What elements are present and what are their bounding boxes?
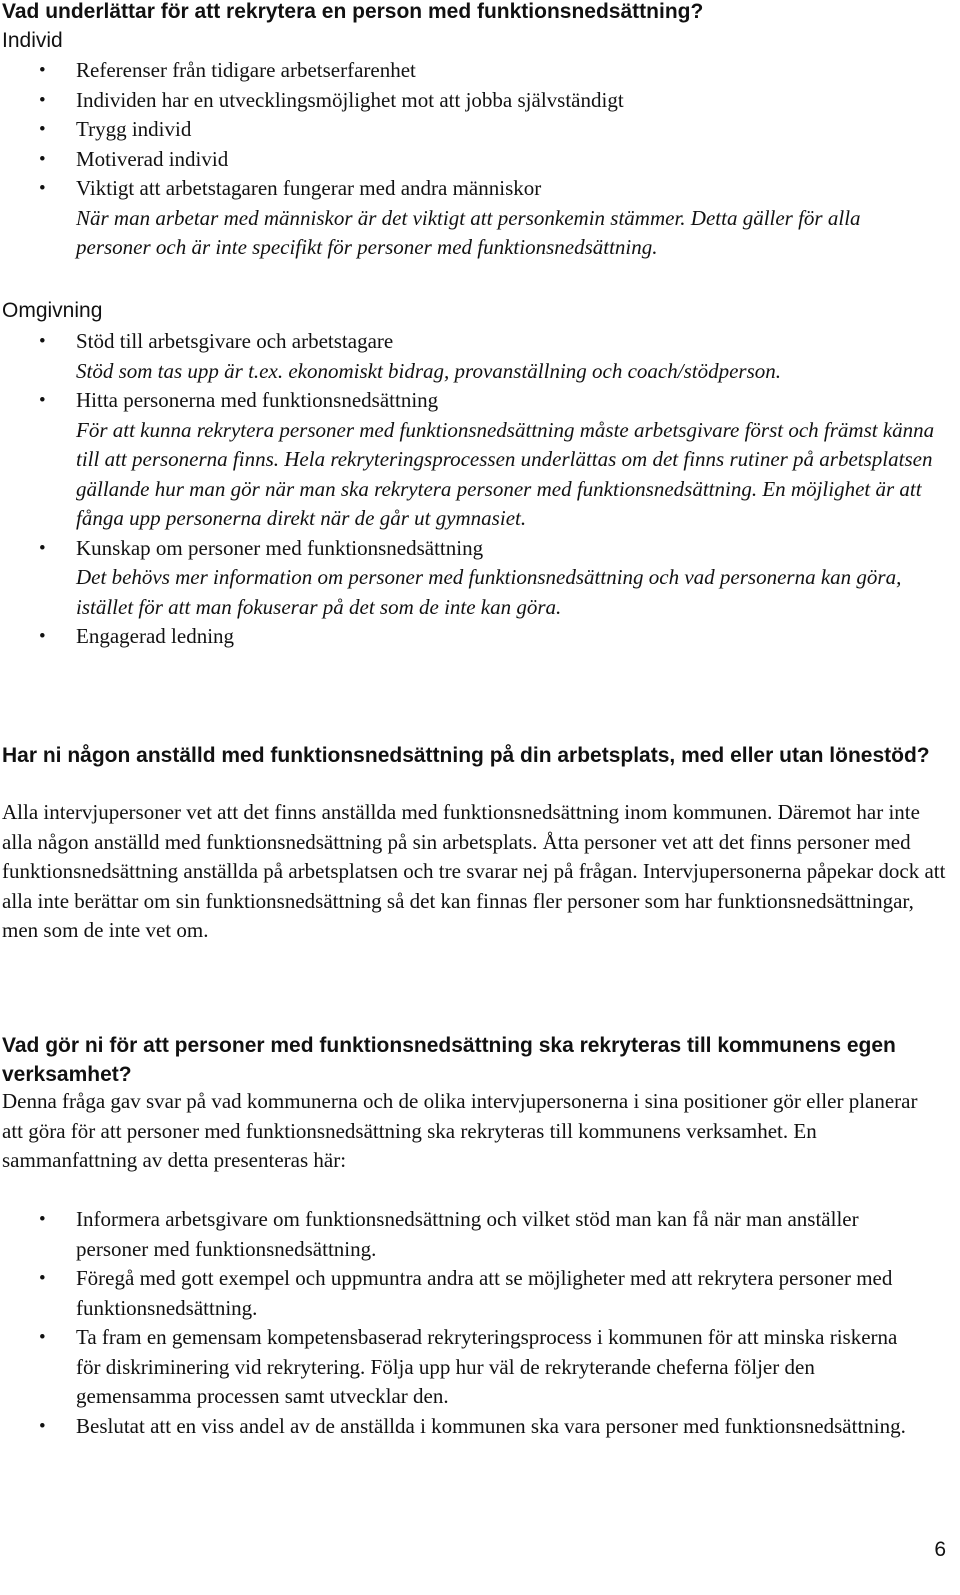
list-item: • Viktigt att arbetstagaren fungerar med andra människor När man arbetar med människor är det viktigt att personkemin stämmer. Detta gäller för alla personer och är inte specifikt för personer med funktionsnedsättning. xyxy=(0,174,935,263)
list-item: • Trygg individ xyxy=(0,115,935,145)
list-item: • Referenser från tidigare arbetserfarenhet xyxy=(0,56,935,86)
list-item: • Individen har en utvecklingsmöjlighet mot att jobba självständigt xyxy=(0,86,935,116)
bullet-icon: • xyxy=(39,1209,46,1230)
bullet-icon: • xyxy=(39,331,46,352)
actions-list xyxy=(0,1205,925,1441)
list-item-note: Det behövs mer information om personer med funktionsnedsättning och vad personerna kan göra, istället för att man fokuserar på det som de inte kan göra. xyxy=(76,565,902,619)
bullet-icon: • xyxy=(39,390,46,411)
bullet-icon: • xyxy=(39,537,46,559)
paragraph: Denna fråga gav svar på vad kommunerna och de olika intervjupersonerna i sina positioner gör eller planerar att göra för att personer med funktionsnedsättning ska rekryteras till kommunens verksamhet. En sammanfattning av detta presenteras här: xyxy=(2,1089,918,1172)
section-heading: Har ni någon anställd med funktionsnedsättning på din arbetsplats, med eller utan lönestöd? xyxy=(2,744,930,767)
list-item: • Stöd till arbetsgivare och arbetstagare Stöd som tas upp är t.ex. ekonomiskt bidrag, provanställning och coach/stödperson. xyxy=(0,327,935,386)
list-item-note: För att kunna rekrytera personer med funktionsnedsättning måste arbetsgivare först och främst känna till att personerna finns. Hela rekryteringsprocessen underlättas om det finns rutiner på arbetsplatsen gällande hur man gör när man ska rekrytera personer med funktionsnedsättning. En möjlighet är att fånga upp personerna direkt när de går ut gymnasiet. xyxy=(76,417,935,530)
list-item: • Informera arbetsgivare om funktionsnedsättning och vilket stöd man kan få när man anställer personer med funktionsnedsättning. xyxy=(39,1207,859,1261)
bullet-icon: • xyxy=(39,60,46,81)
page-number: 6 xyxy=(934,1538,946,1561)
individ-note: När man arbetar med människor är det viktigt att personkemin stämmer. Detta gäller för alla personer och är inte specifikt för personer med funktionsnedsättning. xyxy=(76,205,861,259)
bullet-icon: • xyxy=(39,626,46,647)
subsection-label-individ: Individ xyxy=(2,29,63,52)
section-heading: Vad gör ni för att personer med funktionsnedsättning ska rekryteras till kommunens egen verksamhet? xyxy=(2,1034,896,1086)
bullet-icon: • xyxy=(39,148,46,170)
bullet-icon: • xyxy=(39,1327,46,1348)
bullet-icon: • xyxy=(39,89,46,111)
list-item: • Motiverad individ xyxy=(0,145,935,175)
list-item: • Föregå med gott exempel och uppmuntra andra att se möjligheter med att rekrytera personer med funktionsnedsättning. xyxy=(39,1266,893,1320)
list-item: • Ta fram en gemensam kompetensbaserad rekryteringsprocess i kommunen för att minska riskerna för diskriminering vid rekrytering. Följa upp hur väl de rekryterande cheferna följer den gemensamma processen samt utvecklar den. xyxy=(39,1325,898,1408)
bullet-icon: • xyxy=(39,1268,46,1289)
omgivning-list xyxy=(0,327,935,652)
paragraph: Alla intervjupersoner vet att det finns anställda med funktionsnedsättning inom kommunen. Däremot har inte alla någon anställd med funktionsnedsättning på sin arbetsplats. Åtta personer vet att det finns personer med funktionsnedsättning anställda på arbetsplatsen och tre svarar nej på frågan. Intervjupersonerna påpekar dock att alla inte berättar om sin funktionsnedsättning så det kan finnas fler personer som har funktionsnedsättningar, men som de inte vet om. xyxy=(2,800,946,942)
bullet-icon: • xyxy=(39,178,46,199)
section-heading: Vad underlättar för att rekrytera en person med funktionsnedsättning? xyxy=(2,0,704,23)
bullet-icon: • xyxy=(39,119,46,140)
subsection-label-omgivning: Omgivning xyxy=(2,299,103,322)
list-item-note: Stöd som tas upp är t.ex. ekonomiskt bidrag, provanställning och coach/stödperson. xyxy=(76,358,781,383)
list-item: • Engagerad ledning xyxy=(0,622,935,652)
individ-list xyxy=(0,56,935,263)
list-item: • Kunskap om personer med funktionsnedsättning Det behövs mer information om personer med funktionsnedsättning och vad personerna kan göra, istället för att man fokuserar på det som de inte kan göra. xyxy=(0,534,935,623)
list-item: • Hitta personerna med funktionsnedsättning För att kunna rekrytera personer med funktionsnedsättning måste arbetsgivare först och främst känna till att personerna finns. Hela rekryteringsprocessen underlättas om det finns rutiner på arbetsplatsen gällande hur man gör när man ska rekrytera personer med funktionsnedsättning. En möjlighet är att fånga upp personerna direkt när de går ut gymnasiet. xyxy=(0,386,935,534)
list-item: • Beslutat att en viss andel av de anställda i kommunen ska vara personer med funktionsnedsättning. xyxy=(0,1412,925,1442)
bullet-icon: • xyxy=(39,1415,46,1437)
